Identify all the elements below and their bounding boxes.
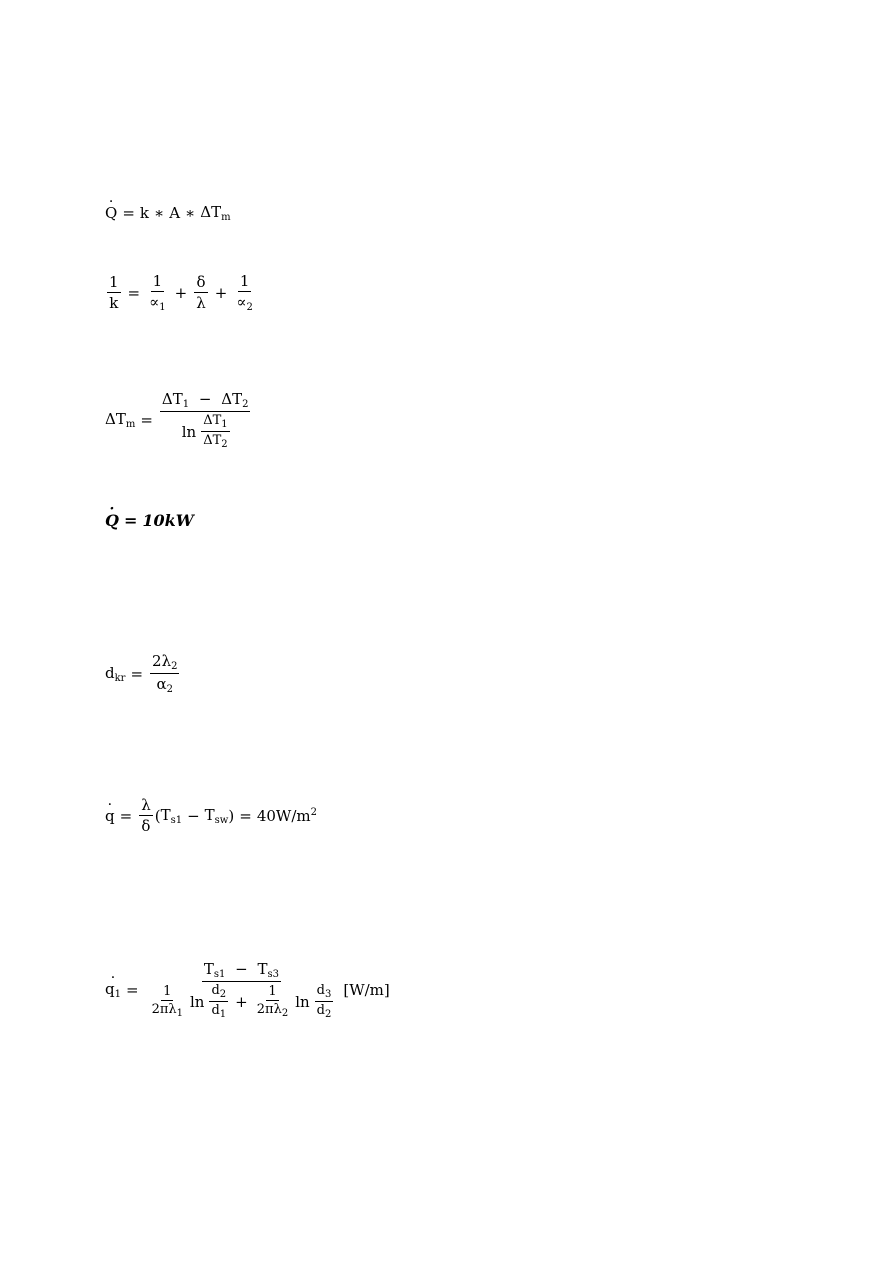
equals-sign: = — [140, 411, 153, 429]
unit: kW — [164, 511, 194, 530]
multiply-sign: ∗ — [153, 204, 165, 222]
d-kr: $d_{kr}$ — [105, 663, 126, 684]
fraction-1-over-alpha2: $\frac{1}{\propto_2}$ — [236, 272, 253, 313]
q-dot-symbol: · q — [105, 807, 115, 825]
equals-sign: = — [239, 806, 252, 825]
value: 10 — [142, 511, 165, 530]
q-dot-symbol: · Q — [105, 204, 117, 222]
equals-sign: = — [122, 204, 135, 222]
equals-sign: = — [123, 511, 138, 530]
equation-heat-flux: · q = $\frac{\lambda}{\delta}$ ( $T_{s1}$ − $T_{sw}$ ) = $40W/m^2$ — [105, 796, 317, 835]
fraction-delta-over-lambda: $\frac{\delta}{\lambda}$ — [196, 273, 206, 312]
equation-heat-flow — [105, 203, 231, 223]
delta-tm: $\Delta T_m$ — [105, 410, 136, 430]
fraction-lmtd: $\Delta T_1 - \Delta T_2$ ln $\frac{\Delta T_1}{\Delta T_2}$ — [161, 390, 249, 450]
equation-heat-flow-value — [105, 511, 194, 530]
equation-log-mean-temperature — [105, 390, 252, 450]
fraction-cylinder-wall: $T_{s1} - T_{s3}$ $\frac{1}{2\pi\lambda_1}$ ln $\frac{d_2}{d_1}$ + $\frac{1}{2\pi\lambda_2}$ ln $\frac{d_3}{d_2}$ — [151, 960, 332, 1020]
fraction-lambda-over-delta: $\frac{\lambda}{\delta}$ — [141, 796, 151, 835]
plus-sign: + — [214, 283, 228, 302]
k-symbol: k — [139, 204, 149, 222]
equals-sign: = — [127, 283, 141, 302]
equals-sign: = — [119, 806, 133, 825]
plus-sign: + — [174, 283, 188, 302]
fraction-1-over-alpha1: $\frac{1}{\propto_1}$ — [149, 272, 166, 313]
q-dot-symbol: · Q — [105, 511, 119, 530]
equation-critical-diameter — [105, 652, 181, 695]
equals-sign: = — [130, 664, 144, 683]
fraction-1-over-k: $\frac{1}{k}$ — [109, 273, 119, 312]
multiply-sign: ∗ — [185, 204, 196, 222]
equals-sign: = — [125, 981, 139, 999]
equation-heat-transfer-coefficient — [105, 272, 257, 313]
fraction-critical-diameter: $\frac{2\lambda_2}{\alpha_2}$ — [152, 652, 178, 695]
q1-dot-symbol: · $q_1$ — [105, 980, 121, 1000]
result: $40W/m^2$ — [256, 806, 317, 825]
equation-linear-heat-flux — [105, 960, 390, 1020]
a-symbol: A — [169, 204, 181, 222]
unit: [W/m] — [343, 981, 390, 999]
delta-tm: $\Delta T_m$ — [200, 203, 231, 223]
